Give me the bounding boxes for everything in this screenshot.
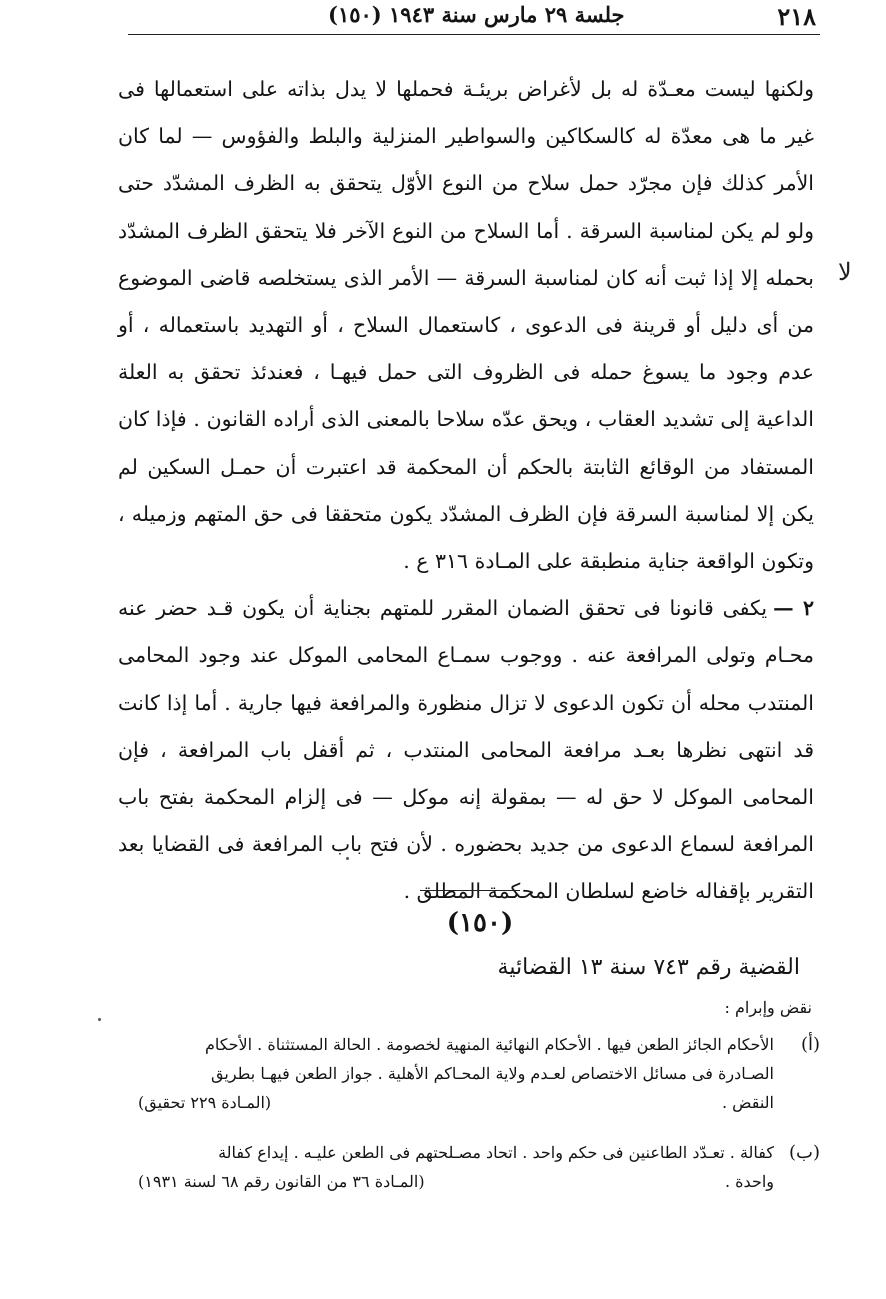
paragraph-text: ولكنها ليست معـدّة له بل لأغراض بريئـة فحملها لا يدل بذاته على استعمالها فى غير ما هى معدّة له كالسكاكين والسواطير المنزلية والبلط والفؤوس — لما كان الأمر كذلك فإن مجرّد حمل سلاح من النوع الأوّل يتحقق به الظرف المشدّد حتى ولو لم يكن لمناسبة السرقة . أما السلاح من النوع الآخر فلا يتحقق الظرف المشدّد بحمله إلا إذا ثبت أنه كان لمناسبة السرقة — الأمر الذى يستخلصه قاضى الموضوع من أى دليل أو قرينة فى الدعوى ، كاستعمال السلاح ، أو التهديد باستعماله ، أو عدم وجود ما يسوغ حمله فى الظروف التى حمل فيهـا ، فعندئذ تحقق به العلة الداعية إلى تشديد العقاب ، ويحق عدّه سلاحا بالمعنى الذى أراده القانون . فإذا كان المستفاد من الوقائع الثابتة بالحكم أن المحكمة قد اعتبرت أن حمـل السكين لم يكن إلا لمناسبة السرقة فإن الظرف المشدّد يكون متحققا فى حق المتهم وزميله ، وتكون الواقعة جناية منطبقة على المـادة ٣١٦ ع .	[118, 77, 814, 574]
legal-reference: (المـادة ٣٦ من القانون رقم ٦٨ لسنة ١٩٣١)	[138, 1172, 425, 1191]
main-body-text	[118, 66, 814, 916]
page-header	[128, 0, 820, 35]
headnote-line: كفالة . تعـدّد الطاعنين فى حكم واحد . اتحاد مصـلحتهم فى الطعن عليـه . إيداع كفالة	[218, 1143, 774, 1162]
paragraph-numbered	[118, 585, 814, 915]
headnote-item	[138, 1138, 820, 1196]
headnote-content	[138, 1138, 774, 1196]
paragraph-number: ٢ —	[773, 596, 814, 621]
page-number: ٢١٨	[777, 2, 816, 31]
section-label: نقض وإبرام :	[724, 998, 812, 1017]
headnote-line: النقض .	[721, 1093, 774, 1112]
paragraph-text: يكفى قانونا فى تحقق الضمان المقرر للمتهم بجناية أن يكون قـد حضر عنه محـام وتولى المرافعة عنه . ووجوب سمـاع المحامى الموكل عند وجود المحامى المنتدب محله أن تكون الدعوى لا تزال منظورة والمرافعة فيها جارية . أما إذا كانت قد انتهى نظرها بعـد مرافعة المحامى المنتدب ، ثم أقفل باب المرافعة ، فإن المحامى الموكل لا حق له — بمقولة إنه موكل — فى إلزام المحكمة بفتح باب المرافعة لسماع الدعوى من جديد بحضوره . لأن فتح باب المرافعة فى القضايا بعد التقرير بإقفاله خاضع لسلطان المحكمة المطلق .	[118, 596, 814, 904]
headnote-line: واحدة .	[724, 1172, 774, 1191]
running-head: جلسة ٢٩ مارس سنة ١٩٤٣ (١٥٠)	[328, 2, 625, 27]
section-divider	[420, 890, 520, 891]
case-title: القضية رقم ٧٤٣ سنة ١٣ القضائية	[497, 955, 800, 980]
scan-speck	[346, 857, 349, 860]
headnote-letter: (ب)	[789, 1142, 820, 1163]
decision-number: (١٥٠)	[446, 908, 514, 938]
paragraph-continuation	[118, 66, 814, 585]
headnote-line: الأحكام الجائز الطعن فيها . الأحكام النهائية المنهية لخصومة . الحالة المستثناة . الأحكام	[205, 1035, 774, 1054]
headnote-content	[138, 1030, 774, 1117]
headnote-line: الصـادرة فى مسائل الاختصاص لعـدم ولاية المحـاكم الأهلية . جواز الطعن فيهـا بطريق	[211, 1064, 774, 1083]
headnote-item	[138, 1030, 820, 1117]
legal-reference: (المـادة ٢٢٩ تحقيق)	[138, 1093, 272, 1112]
headnote-letter: (أ)	[800, 1034, 820, 1055]
scan-speck	[98, 1018, 101, 1021]
margin-annotation: لا	[838, 258, 852, 286]
